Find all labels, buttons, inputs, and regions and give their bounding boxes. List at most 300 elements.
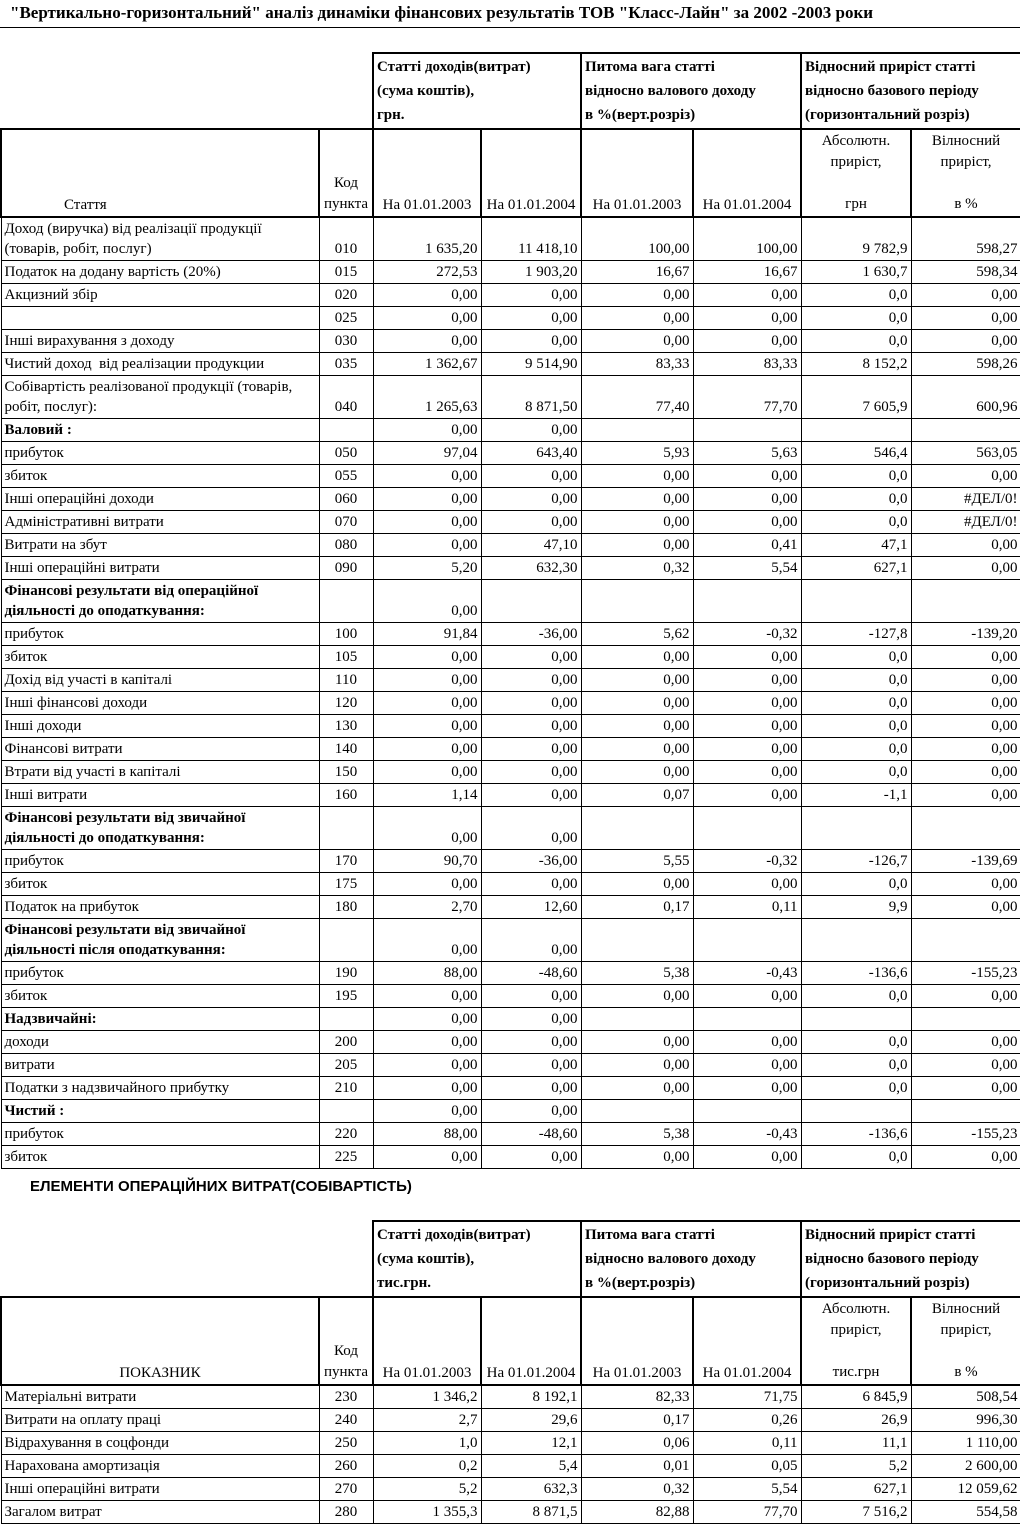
cell-value: 5,4 (481, 1455, 581, 1478)
table-body (1, 217, 1020, 1169)
cell-value: 0,00 (693, 465, 801, 488)
mid-spacer (0, 1198, 1020, 1220)
cell-code (319, 919, 373, 962)
cell-value: 5,54 (693, 557, 801, 580)
cell-article: збиток (1, 1146, 319, 1169)
cell-value: 0,32 (581, 557, 693, 580)
cell-value (581, 919, 693, 962)
cell-article: Матеріальні витрати (1, 1385, 319, 1409)
cell-value: 0,00 (581, 1146, 693, 1169)
cell-value: 5,38 (581, 1123, 693, 1146)
table-row (1, 738, 1020, 761)
weights-group-header: Питома вага статті відносно валового доходу в %(верт.розріз) (581, 1221, 801, 1297)
cell-value: 8 871,50 (481, 376, 581, 419)
cell-value: 0,00 (481, 284, 581, 307)
cell-value (581, 419, 693, 442)
cell-value: 5,54 (693, 1478, 801, 1501)
cell-article: витрати (1, 1054, 319, 1077)
cell-code: 100 (319, 623, 373, 646)
cell-code: 040 (319, 376, 373, 419)
table-row (1, 465, 1020, 488)
cell-value: 0,00 (693, 1054, 801, 1077)
cell-value: 16,67 (581, 261, 693, 284)
date-column-header: На 01.01.2003 (373, 1297, 481, 1385)
cell-value (911, 580, 1020, 623)
cell-value: 0,0 (801, 985, 911, 1008)
cell-value: 0,00 (693, 307, 801, 330)
cell-value (581, 807, 693, 850)
cell-value: 88,00 (373, 962, 481, 985)
cell-value: 0,00 (693, 646, 801, 669)
table-row (1, 307, 1020, 330)
cell-value (911, 419, 1020, 442)
cell-code: 200 (319, 1031, 373, 1054)
cell-code: 035 (319, 353, 373, 376)
cell-value: 6 845,9 (801, 1385, 911, 1409)
table-row (1, 261, 1020, 284)
cell-code: 225 (319, 1146, 373, 1169)
cell-code: 130 (319, 715, 373, 738)
cell-article: прибуток (1, 442, 319, 465)
cell-value: -155,23 (911, 962, 1020, 985)
cell-value: 0,00 (693, 511, 801, 534)
cell-value: 82,33 (581, 1385, 693, 1409)
cell-article: збиток (1, 465, 319, 488)
cell-value: -127,8 (801, 623, 911, 646)
cell-value: 5,20 (373, 557, 481, 580)
cell-value: 1,14 (373, 784, 481, 807)
absolute-growth-column-header: Абсолютн. приріст, грн (801, 129, 911, 217)
cell-value: 77,70 (693, 1501, 801, 1524)
cell-value: 598,27 (911, 217, 1020, 261)
cell-value: 0,0 (801, 330, 911, 353)
cell-value: 2 600,00 (911, 1455, 1020, 1478)
cell-value: 0,00 (911, 784, 1020, 807)
cell-value: 0,00 (693, 284, 801, 307)
cell-code: 030 (319, 330, 373, 353)
cell-value: 0,00 (581, 284, 693, 307)
cell-value: 0,00 (693, 330, 801, 353)
cell-code: 260 (319, 1455, 373, 1478)
date-column-header: На 01.01.2003 (581, 129, 693, 217)
cell-code: 230 (319, 1385, 373, 1409)
table-row (1, 330, 1020, 353)
cell-code: 110 (319, 669, 373, 692)
table-row (1, 896, 1020, 919)
cell-code: 080 (319, 534, 373, 557)
cell-value (481, 580, 581, 623)
table-row (1, 784, 1020, 807)
cell-article: Фінансові результати від звичайної діяльності до оподаткування: (1, 807, 319, 850)
table-row (1, 488, 1020, 511)
section-title: ЕЛЕМЕНТИ ОПЕРАЦІЙНИХ ВИТРАТ(СОБІВАРТІСТЬ) (30, 1178, 412, 1195)
cell-value: -126,7 (801, 850, 911, 873)
cell-value: 97,04 (373, 442, 481, 465)
cell-value: 627,1 (801, 557, 911, 580)
cell-value: 0,0 (801, 1031, 911, 1054)
table-row (1, 284, 1020, 307)
cell-value: 0,00 (373, 761, 481, 784)
cell-value: 0,01 (581, 1455, 693, 1478)
cell-value: 0,17 (581, 896, 693, 919)
cell-value: 563,05 (911, 442, 1020, 465)
cell-value: 0,00 (481, 985, 581, 1008)
cell-article: Собівартість реалізованої продукції (товарів, робіт, послуг): (1, 376, 319, 419)
cell-value: 0,00 (373, 715, 481, 738)
cell-value: 0,00 (481, 1054, 581, 1077)
cell-article: Податки з надзвичайного прибутку (1, 1077, 319, 1100)
cell-value: 47,1 (801, 534, 911, 557)
table-row (1, 715, 1020, 738)
cell-value: 0,00 (481, 761, 581, 784)
table-row (1, 1146, 1020, 1169)
table-row (1, 873, 1020, 896)
cell-article: Інші витрати (1, 784, 319, 807)
cell-value: 0,00 (481, 1008, 581, 1031)
cell-article: Акцизний збір (1, 284, 319, 307)
cell-value: 0,00 (581, 646, 693, 669)
cell-article: Інші операційні витрати (1, 1478, 319, 1501)
cell-value: 0,00 (911, 1031, 1020, 1054)
date-column-header: На 01.01.2004 (693, 1297, 801, 1385)
cell-value: 11 418,10 (481, 217, 581, 261)
cell-article: Валовий : (1, 419, 319, 442)
cell-article: збиток (1, 985, 319, 1008)
cell-value: 90,70 (373, 850, 481, 873)
cell-value: 0,00 (911, 873, 1020, 896)
cell-value: -155,23 (911, 1123, 1020, 1146)
cell-value: 0,00 (693, 715, 801, 738)
cell-code: 140 (319, 738, 373, 761)
cell-value: 0,00 (481, 1146, 581, 1169)
cell-value: 0,00 (911, 896, 1020, 919)
cell-value (693, 807, 801, 850)
cell-value: 0,0 (801, 873, 911, 896)
cell-value: 0,07 (581, 784, 693, 807)
cell-value: 0,0 (801, 669, 911, 692)
cell-code: 195 (319, 985, 373, 1008)
cell-code: 055 (319, 465, 373, 488)
cell-value: 100,00 (693, 217, 801, 261)
growth-group-header: Відносний приріст статті відносно базового періоду (горизонтальний розріз) (801, 53, 1020, 129)
table-row (1, 1385, 1020, 1409)
date-column-header: На 01.01.2003 (581, 1297, 693, 1385)
cell-value: 0,00 (911, 1146, 1020, 1169)
cell-value: 0,00 (581, 715, 693, 738)
table-row (1, 419, 1020, 442)
cell-value: 0,00 (481, 919, 581, 962)
top-spacer (0, 28, 1020, 52)
table-row (1, 669, 1020, 692)
article-column-header: ПОКАЗНИК (1, 1297, 319, 1385)
cell-value: 0,00 (911, 985, 1020, 1008)
cell-value: 12,1 (481, 1432, 581, 1455)
cell-value: 632,30 (481, 557, 581, 580)
cell-value: -0,43 (693, 1123, 801, 1146)
cell-value (911, 1100, 1020, 1123)
cell-value: 0,0 (801, 307, 911, 330)
group-header-row (1, 1221, 1020, 1297)
cell-code: 120 (319, 692, 373, 715)
cell-value (581, 580, 693, 623)
cell-value: 0,00 (373, 511, 481, 534)
cell-value (911, 1008, 1020, 1031)
cell-value: 0,00 (911, 307, 1020, 330)
cell-article: Фінансові результати від операційної діяльності до оподаткування: (1, 580, 319, 623)
cell-value: 0,00 (481, 465, 581, 488)
table-row (1, 646, 1020, 669)
cell-value: 0,00 (693, 669, 801, 692)
cell-article: Чистий : (1, 1100, 319, 1123)
sheet-table (0, 52, 1020, 1169)
cell-code (319, 1008, 373, 1031)
cell-value: 0,0 (801, 738, 911, 761)
cell-value: 600,96 (911, 376, 1020, 419)
cell-code (319, 419, 373, 442)
cell-value: 0,00 (481, 1077, 581, 1100)
cell-value: 0,0 (801, 284, 911, 307)
cell-value: 0,11 (693, 1432, 801, 1455)
cell-value: 0,00 (373, 873, 481, 896)
relative-growth-column-header: Вілносний приріст, в % (911, 1297, 1020, 1385)
cell-value: 0,00 (693, 784, 801, 807)
cell-value (581, 1008, 693, 1031)
table-row (1, 850, 1020, 873)
cell-value: 71,75 (693, 1385, 801, 1409)
table-row (1, 1409, 1020, 1432)
cell-value: 0,00 (911, 330, 1020, 353)
cell-value: 0,00 (481, 419, 581, 442)
cell-value: 0,00 (581, 511, 693, 534)
header-corner-spacer (1, 53, 373, 129)
absolute-growth-column-header: Абсолютн. приріст, тис.грн (801, 1297, 911, 1385)
cell-value (693, 919, 801, 962)
table-row (1, 1077, 1020, 1100)
cell-value: 0,00 (581, 761, 693, 784)
cell-value (801, 580, 911, 623)
cell-value: 0,00 (911, 465, 1020, 488)
growth-group-header: Відносний приріст статті відносно базового періоду (горизонтальний розріз) (801, 1221, 1020, 1297)
cell-value (801, 1008, 911, 1031)
table-row (1, 761, 1020, 784)
cell-value: 0,00 (373, 534, 481, 557)
cell-value: 5,93 (581, 442, 693, 465)
code-column-header: Код пункта (319, 1297, 373, 1385)
cell-value: 0,00 (581, 985, 693, 1008)
cell-article: Податок на додану вартість (20%) (1, 261, 319, 284)
header-corner-spacer (1, 1221, 373, 1297)
cell-value: 0,00 (693, 1031, 801, 1054)
cell-value: 643,40 (481, 442, 581, 465)
cell-value: 77,70 (693, 376, 801, 419)
cell-article: Інші фінансові доходи (1, 692, 319, 715)
cell-value: 0,00 (373, 1008, 481, 1031)
table-row (1, 1031, 1020, 1054)
cell-value: 47,10 (481, 534, 581, 557)
cell-value: -0,32 (693, 623, 801, 646)
cell-code: 240 (319, 1409, 373, 1432)
cell-value (693, 1008, 801, 1031)
cell-value: 0,00 (581, 534, 693, 557)
cell-value: 0,00 (373, 284, 481, 307)
cell-value: 0,00 (373, 1100, 481, 1123)
table-row (1, 1478, 1020, 1501)
amounts-group-header: Статті доходів(витрат) (сума коштів), грн. (373, 53, 581, 129)
cell-value: 11,1 (801, 1432, 911, 1455)
cell-value: 0,00 (481, 488, 581, 511)
cell-value: 1 355,3 (373, 1501, 481, 1524)
cell-value: 0,00 (911, 557, 1020, 580)
cell-value: 0,0 (801, 1077, 911, 1100)
cell-value: 598,34 (911, 261, 1020, 284)
cell-value: 29,6 (481, 1409, 581, 1432)
table-row (1, 442, 1020, 465)
cell-article: прибуток (1, 962, 319, 985)
table-row (1, 376, 1020, 419)
cell-value: 0,00 (373, 580, 481, 623)
page-title: "Вертикально-горизонтальний" аналіз динаміки фінансових результатів ТОВ "Класс-Лайн" за 2002 -2003 роки (0, 0, 1020, 28)
cell-article: збиток (1, 873, 319, 896)
cell-value: 0,00 (581, 1077, 693, 1100)
cell-value: 546,4 (801, 442, 911, 465)
cell-value (693, 580, 801, 623)
cell-value: 1 346,2 (373, 1385, 481, 1409)
cell-value: 0,00 (693, 1077, 801, 1100)
cell-article (1, 307, 319, 330)
cell-article: прибуток (1, 850, 319, 873)
cell-code: 010 (319, 217, 373, 261)
cell-article: Витрати на оплату праці (1, 1409, 319, 1432)
cell-value: 0,0 (801, 646, 911, 669)
cell-value: 0,00 (481, 669, 581, 692)
cell-value (801, 1100, 911, 1123)
cell-value: 83,33 (581, 353, 693, 376)
cell-value: -136,6 (801, 1123, 911, 1146)
cell-code: 150 (319, 761, 373, 784)
cell-code: 250 (319, 1432, 373, 1455)
cell-value: 0,00 (693, 1146, 801, 1169)
table-row (1, 962, 1020, 985)
cell-value: 0,00 (373, 669, 481, 692)
cell-value: 0,17 (581, 1409, 693, 1432)
cell-value: 0,06 (581, 1432, 693, 1455)
cell-code: 160 (319, 784, 373, 807)
cell-value: 1 903,20 (481, 261, 581, 284)
cell-value: 632,3 (481, 1478, 581, 1501)
cell-value: 0,00 (481, 307, 581, 330)
cell-code: 020 (319, 284, 373, 307)
article-column-header: Стаття (1, 129, 319, 217)
cell-value: 2,7 (373, 1409, 481, 1432)
table-row (1, 692, 1020, 715)
table-row (1, 557, 1020, 580)
cell-value: 91,84 (373, 623, 481, 646)
cell-value: 0,00 (581, 873, 693, 896)
column-header-row (1, 1297, 1020, 1385)
date-column-header: На 01.01.2004 (481, 129, 581, 217)
cell-article: Адміністративні витрати (1, 511, 319, 534)
cell-value: 0,00 (911, 1077, 1020, 1100)
cell-code: 280 (319, 1501, 373, 1524)
table-row (1, 1455, 1020, 1478)
cell-value: 16,67 (693, 261, 801, 284)
cell-article: Інші доходи (1, 715, 319, 738)
cell-value: 0,00 (481, 738, 581, 761)
group-header-row (1, 53, 1020, 129)
cell-value: 1,0 (373, 1432, 481, 1455)
cell-value: 0,05 (693, 1455, 801, 1478)
cell-code: 180 (319, 896, 373, 919)
cell-code (319, 1100, 373, 1123)
cell-article: Дохід від участі в капіталі (1, 669, 319, 692)
cell-value: 9,9 (801, 896, 911, 919)
cell-value: 0,00 (911, 669, 1020, 692)
cell-value: 100,00 (581, 217, 693, 261)
cell-value: 0,00 (373, 738, 481, 761)
cell-value: 627,1 (801, 1478, 911, 1501)
cell-code: 015 (319, 261, 373, 284)
cell-value: 0,00 (581, 488, 693, 511)
cell-value (801, 807, 911, 850)
cell-value: 0,00 (481, 511, 581, 534)
cell-code: 220 (319, 1123, 373, 1146)
cell-value: 0,0 (801, 1146, 911, 1169)
table-row (1, 623, 1020, 646)
cell-value: 0,00 (481, 1100, 581, 1123)
cell-value: 0,0 (801, 511, 911, 534)
table-row (1, 353, 1020, 376)
cell-value: 0,00 (911, 534, 1020, 557)
cell-value: -1,1 (801, 784, 911, 807)
cell-article: Відрахування в соцфонди (1, 1432, 319, 1455)
cell-value: 8 192,1 (481, 1385, 581, 1409)
cell-code: 105 (319, 646, 373, 669)
table-row (1, 985, 1020, 1008)
cell-value: 0,11 (693, 896, 801, 919)
cell-value: 88,00 (373, 1123, 481, 1146)
table-row (1, 807, 1020, 850)
cell-value: 0,00 (481, 646, 581, 669)
cell-value: 1 110,00 (911, 1432, 1020, 1455)
cell-value: 5,62 (581, 623, 693, 646)
cell-article: Витрати на збут (1, 534, 319, 557)
cell-value: 0,00 (581, 692, 693, 715)
cell-value: 0,00 (481, 1031, 581, 1054)
cell-value: 1 265,63 (373, 376, 481, 419)
cell-value: 0,0 (801, 692, 911, 715)
cell-value: -0,43 (693, 962, 801, 985)
cell-value: 5,2 (801, 1455, 911, 1478)
cell-value: 0,00 (373, 692, 481, 715)
amounts-group-header: Статті доходів(витрат) (сума коштів), тис.грн. (373, 1221, 581, 1297)
cell-article: прибуток (1, 623, 319, 646)
cell-value: 2,70 (373, 896, 481, 919)
cell-article: Фінансові результати від звичайної діяльності після оподаткування: (1, 919, 319, 962)
cell-value: 0,00 (373, 1077, 481, 1100)
cell-value: -136,6 (801, 962, 911, 985)
table-row (1, 511, 1020, 534)
cell-value: 0,00 (373, 307, 481, 330)
cell-value: 0,00 (481, 715, 581, 738)
cell-value: 8 152,2 (801, 353, 911, 376)
cell-value: 0,26 (693, 1409, 801, 1432)
cell-value: 0,00 (373, 419, 481, 442)
cell-value: 0,0 (801, 465, 911, 488)
cell-value: 0,00 (581, 330, 693, 353)
cell-article: Інші вирахування з доходу (1, 330, 319, 353)
cell-code: 025 (319, 307, 373, 330)
cell-code: 175 (319, 873, 373, 896)
